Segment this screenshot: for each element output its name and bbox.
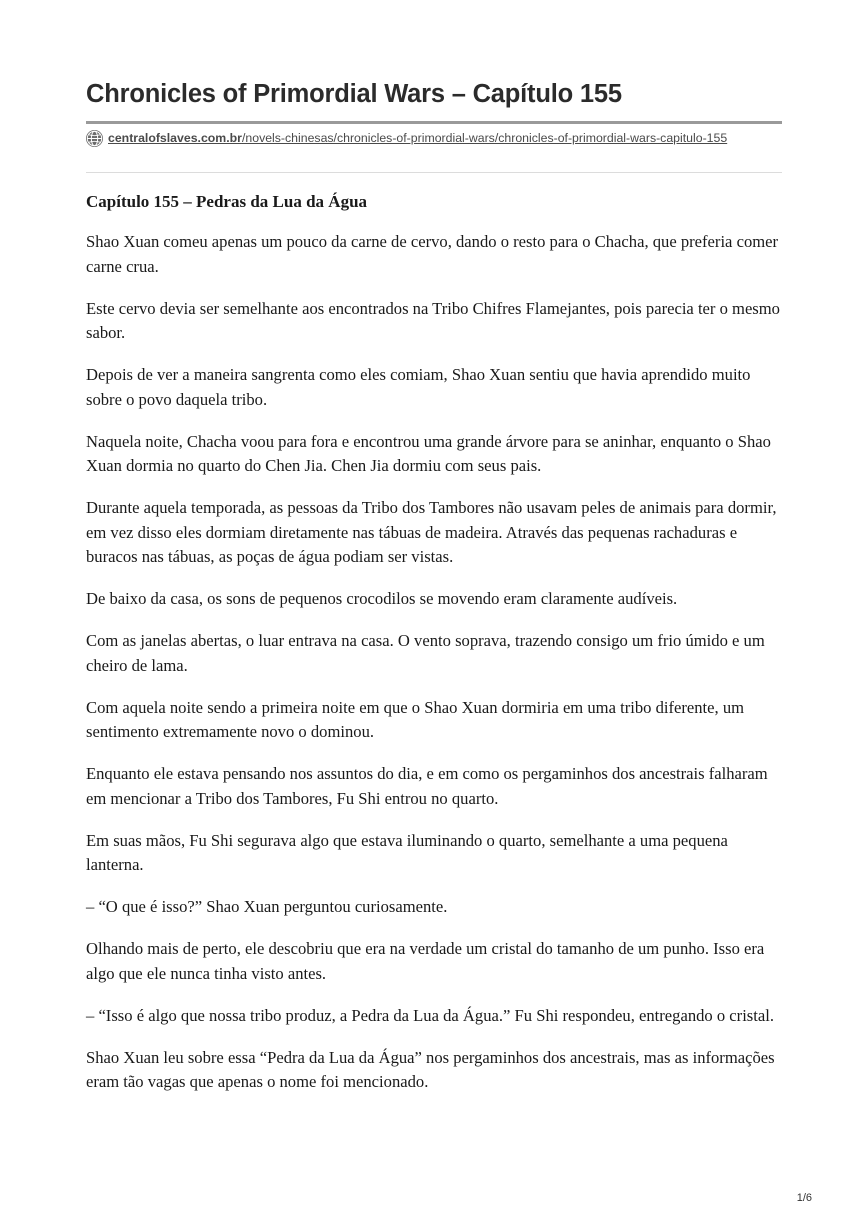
article-body xyxy=(86,190,782,1112)
paragraph: Com aquela noite sendo a primeira noite em que o Shao Xuan dormiria em uma tribo diferente, um sentimento extremamente novo o dominou. xyxy=(86,697,745,741)
source-domain: centralofslaves.com.br xyxy=(108,131,242,145)
source-line xyxy=(86,128,727,148)
paragraph: – “O que é isso?” Shao Xuan perguntou curiosamente. xyxy=(86,897,448,916)
paragraph: Olhando mais de perto, ele descobriu que era na verdade um cristal do tamanho de um punho. Isso era algo que ele nunca tinha visto antes. xyxy=(86,939,765,983)
page-title: Chronicles of Primordial Wars – Capítulo 155 xyxy=(86,80,622,108)
page-number: 1/6 xyxy=(796,1192,812,1204)
paragraph: Este cervo devia ser semelhante aos encontrados na Tribo Chifres Flamejantes, pois parecia ter o mesmo sabor. xyxy=(86,298,780,342)
header-divider xyxy=(86,172,782,173)
globe-icon xyxy=(86,130,103,147)
paragraph: Naquela noite, Chacha voou para fora e encontrou uma grande árvore para se aninhar, enquanto o Shao Xuan dormia no quarto do Chen Jia. Chen Jia dormiu com seus pais. xyxy=(86,431,771,475)
source-path: /novels-chinesas/chronicles-of-primordial-wars/chronicles-of-primordial-wars-capitulo-155 xyxy=(241,131,728,145)
paragraph: Durante aquela temporada, as pessoas da Tribo dos Tambores não usavam peles de animais para dormir, em vez disso eles dormiam diretamente nas tábuas de madeira. Através das pequenas rachaduras e buracos nas tábuas, as poças de água podiam ser vistas. xyxy=(86,498,777,566)
title-underline xyxy=(86,121,782,124)
paragraph: Em suas mãos, Fu Shi segurava algo que estava iluminando o quarto, semelhante a uma pequena lanterna. xyxy=(86,830,728,874)
paragraph: Shao Xuan comeu apenas um pouco da carne de cervo, dando o resto para o Chacha, que preferia comer carne crua. xyxy=(86,232,779,276)
paragraph: De baixo da casa, os sons de pequenos crocodilos se movendo eram claramente audíveis. xyxy=(86,589,678,608)
paragraph: Depois de ver a maneira sangrenta como eles comiam, Shao Xuan sentiu que havia aprendido muito sobre o povo daquela tribo. xyxy=(86,365,751,409)
paragraph: Shao Xuan leu sobre essa “Pedra da Lua da Água” nos pergaminhos dos ancestrais, mas as informações eram tão vagas que apenas o nome foi mencionado. xyxy=(86,1047,775,1091)
paragraph: – “Isso é algo que nossa tribo produz, a Pedra da Lua da Água.” Fu Shi respondeu, entregando o cristal. xyxy=(86,1005,774,1025)
paragraph: Enquanto ele estava pensando nos assuntos do dia, e em como os pergaminhos dos ancestrais falharam em mencionar a Tribo dos Tambores, Fu Shi entrou no quarto. xyxy=(86,764,768,808)
chapter-heading: Capítulo 155 – Pedras da Lua da Água xyxy=(86,192,368,211)
paragraph: Com as janelas abertas, o luar entrava na casa. O vento soprava, trazendo consigo um frio úmido e um cheiro de lama. xyxy=(86,631,765,675)
source-url-link[interactable] xyxy=(108,131,727,145)
